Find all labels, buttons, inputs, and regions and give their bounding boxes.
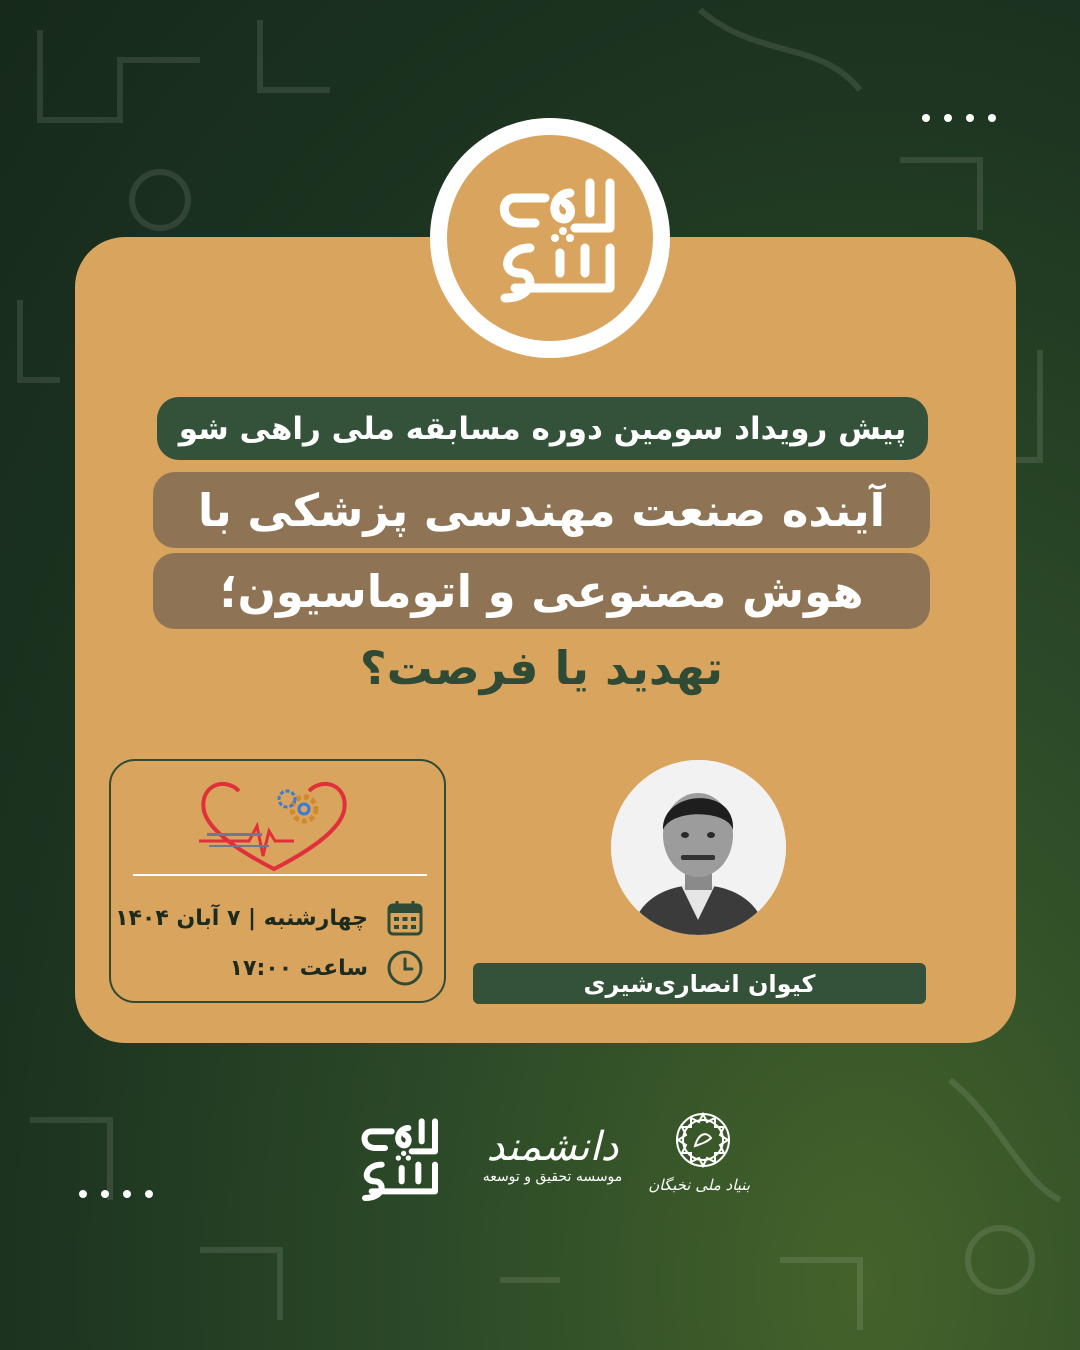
bonyad-nokhbegan-logo: [648, 1108, 750, 1194]
decor-dots-top: [922, 114, 996, 122]
event-info-box: [109, 759, 446, 1003]
daneshmand-name: دانشمند: [486, 1124, 619, 1170]
title-line-3: تهدید یا فرصت؟: [359, 641, 724, 695]
title-line-2: هوش مصنوعی و اتوماسیون؛: [219, 564, 864, 618]
rahi-sho-logo: [475, 173, 625, 303]
footer-logos: [0, 1100, 1080, 1220]
event-time-row: [230, 949, 424, 987]
clock-icon: [386, 949, 424, 987]
bonyad-name: بنیاد ملی نخبگان: [648, 1176, 750, 1194]
daneshmand-subtitle: موسسه تحقیق و توسعه: [482, 1169, 623, 1185]
info-divider: [133, 874, 427, 876]
biomedical-engineering-logo: [199, 771, 349, 871]
title-line-2-banner: [153, 553, 930, 629]
speaker-photo: [611, 760, 786, 935]
calendar-icon: [386, 899, 424, 937]
pretitle-banner: [157, 397, 928, 460]
rahi-sho-footer-logo: [345, 1108, 445, 1208]
speaker-name: کیوان انصاری‌شیری: [583, 969, 816, 998]
pretitle-text: پیش رویداد سومین دوره مسابقه ملی راهی شو: [178, 410, 907, 447]
daneshmand-logo: [470, 1125, 635, 1185]
event-date: چهارشنبه | ۷ آبان ۱۴۰۴: [115, 905, 368, 931]
brand-logo-badge: [430, 118, 670, 358]
event-date-row: [115, 899, 424, 937]
event-time: ساعت ۱۷:۰۰: [229, 955, 368, 981]
title-line-1: آینده صنعت مهندسی پزشکی با: [197, 483, 886, 537]
rosette-icon: [671, 1108, 735, 1172]
speaker-name-banner: [473, 963, 926, 1004]
title-line-1-banner: [153, 472, 930, 548]
